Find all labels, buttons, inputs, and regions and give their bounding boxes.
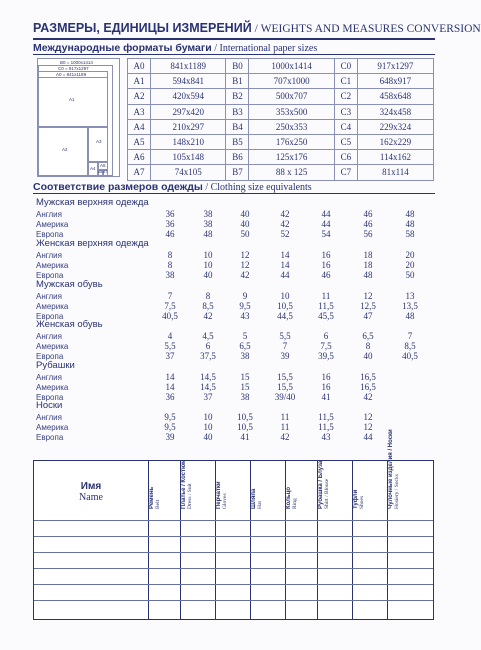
paper-format-size: 74x105 (151, 165, 226, 180)
size-value: 12 (363, 412, 373, 422)
paper-format-code: B6 (226, 150, 249, 165)
paper-format-code: A1 (128, 74, 151, 89)
paper-format-code: B7 (226, 165, 249, 180)
clothing-category-title: Мужская верхняя одежда (36, 197, 149, 208)
size-value: 40 (203, 432, 213, 442)
size-value: 40 (240, 219, 250, 229)
size-value: 4 (167, 331, 173, 341)
paper-format-diagram (37, 58, 120, 177)
size-value: 36 (165, 209, 175, 219)
form-row-line (34, 584, 433, 585)
size-value: 45,5 (318, 311, 334, 321)
diagram-label-a1: A1 (69, 97, 75, 102)
size-value: 40 (203, 270, 213, 280)
paper-format-code: C5 (334, 134, 357, 149)
paper-format-size: 210x297 (151, 119, 226, 134)
size-value: 16,5 (360, 382, 376, 392)
size-value: 42 (280, 219, 290, 229)
size-value: 7,5 (164, 301, 176, 311)
form-column-header: Ремень Belt (149, 486, 161, 509)
size-value: 11,5 (318, 422, 334, 432)
size-value: 8 (205, 291, 211, 301)
size-value: 8,5 (404, 341, 416, 351)
form-column-header: Туфли Shoes (353, 489, 365, 509)
size-value: 8 (167, 250, 173, 260)
size-value: 48 (405, 311, 415, 321)
form-column-divider (148, 461, 149, 619)
size-value: 46 (321, 270, 331, 280)
paper-format-size: 81x114 (357, 165, 433, 180)
country-label: Америка (36, 383, 69, 392)
size-value: 41 (321, 392, 331, 402)
country-label: Англия (36, 292, 62, 301)
country-label: Англия (36, 413, 62, 422)
size-value: 9,5 (164, 412, 176, 422)
paper-format-size: 707x1000 (249, 74, 334, 89)
size-value: 48 (405, 209, 415, 219)
size-value: 38 (203, 219, 213, 229)
country-label: Англия (36, 210, 62, 219)
size-value: 37 (165, 351, 175, 361)
paper-format-size: 458x648 (357, 89, 433, 104)
size-value: 20 (405, 250, 415, 260)
paper-format-size: 250x353 (249, 119, 334, 134)
paper-format-code: B2 (226, 89, 249, 104)
size-value: 15 (240, 372, 250, 382)
paper-format-code: A0 (128, 59, 151, 74)
size-value: 15 (240, 382, 250, 392)
paper-row (128, 134, 434, 149)
paper-format-code: C7 (334, 165, 357, 180)
size-value: 43 (321, 432, 331, 442)
paper-format-size: 148x210 (151, 134, 226, 149)
paper-format-code: A4 (128, 119, 151, 134)
size-value: 52 (280, 229, 290, 239)
size-value: 7,5 (320, 341, 332, 351)
size-value: 10,5 (277, 301, 293, 311)
size-value: 10 (203, 412, 213, 422)
size-value: 10 (203, 260, 213, 270)
clothing-category-title: Женская обувь (36, 319, 103, 330)
size-value: 9,5 (239, 301, 251, 311)
size-value: 12 (363, 291, 373, 301)
paper-format-size: 420x594 (151, 89, 226, 104)
size-value: 11 (280, 422, 290, 432)
country-label: Англия (36, 332, 62, 341)
size-value: 12 (363, 422, 373, 432)
paper-format-size: 229x324 (357, 119, 433, 134)
form-column-header: Шляпа Hat (251, 488, 263, 509)
size-value: 20 (405, 260, 415, 270)
paper-format-size: 324x458 (357, 104, 433, 119)
size-value: 15,5 (277, 382, 293, 392)
size-value: 40 (240, 209, 250, 219)
paper-format-size: 114x162 (357, 150, 433, 165)
diagram-label-a5: A5 (100, 163, 106, 168)
size-value: 9 (242, 291, 248, 301)
size-value: 8 (167, 260, 173, 270)
paper-format-code: C3 (334, 104, 357, 119)
size-value: 8 (365, 341, 371, 351)
size-value: 47 (363, 311, 373, 321)
size-value: 39/40 (274, 392, 296, 402)
size-value: 10 (203, 250, 213, 260)
size-value: 16 (321, 250, 331, 260)
size-value: 44 (321, 209, 331, 219)
size-value: 39 (165, 432, 175, 442)
size-value: 14 (280, 250, 290, 260)
paper-format-code: A7 (128, 165, 151, 180)
paper-format-size: 353x500 (249, 104, 334, 119)
size-value: 42 (363, 392, 373, 402)
paper-format-size: 297x420 (151, 104, 226, 119)
country-label: Америка (36, 342, 69, 351)
size-value: 37 (203, 392, 213, 402)
size-value: 44 (363, 432, 373, 442)
paper-format-code: A5 (128, 134, 151, 149)
paper-format-size: 176x250 (249, 134, 334, 149)
size-value: 13 (405, 291, 415, 301)
size-value: 18 (363, 250, 373, 260)
diagram-label-a6: A6 (98, 170, 103, 174)
size-value: 16 (321, 382, 331, 392)
paper-format-code: C0 (334, 59, 357, 74)
size-value: 10,5 (237, 412, 253, 422)
size-value: 46 (363, 209, 373, 219)
size-value: 6,5 (362, 331, 374, 341)
country-label: Англия (36, 373, 62, 382)
size-value: 7 (407, 331, 413, 341)
size-value: 11,5 (318, 412, 334, 422)
size-value: 6 (323, 331, 329, 341)
size-value: 7 (167, 291, 173, 301)
size-value: 48 (405, 219, 415, 229)
paper-format-size: 648x917 (357, 74, 433, 89)
size-value: 48 (203, 229, 213, 239)
paper-format-size: 105x148 (151, 150, 226, 165)
size-value: 15,5 (277, 372, 293, 382)
paper-format-size: 1000x1414 (249, 59, 334, 74)
size-value: 7 (282, 341, 288, 351)
size-value: 13,5 (402, 301, 418, 311)
clothing-category-title: Мужская обувь (36, 279, 103, 290)
size-value: 44 (280, 270, 290, 280)
paper-format-code: A6 (128, 150, 151, 165)
paper-format-code: A2 (128, 89, 151, 104)
country-label: Европа (36, 271, 64, 280)
paper-format-size: 500x707 (249, 89, 334, 104)
size-value: 50 (240, 229, 250, 239)
diagram-label-a0: A0 = 841x1189 (56, 72, 87, 77)
paper-format-code: B5 (226, 134, 249, 149)
size-value: 16 (321, 260, 331, 270)
size-value: 14 (280, 260, 290, 270)
paper-format-code: B1 (226, 74, 249, 89)
size-value: 6 (205, 341, 211, 351)
size-value: 9,5 (164, 422, 176, 432)
clothing-category-title: Рубашки (36, 360, 75, 371)
size-value: 12,5 (360, 301, 376, 311)
diagram-label-a2: A2 (62, 147, 68, 152)
size-value: 38 (165, 270, 175, 280)
size-value: 14,5 (200, 372, 216, 382)
paper-row (128, 150, 434, 165)
diagram-label-c0: C0 = 917x1297 (58, 66, 89, 71)
size-value: 10,5 (237, 422, 253, 432)
size-value: 39,5 (318, 351, 334, 361)
form-row-line (34, 600, 433, 601)
size-value: 54 (321, 229, 331, 239)
paper-format-size: 917x1297 (357, 59, 433, 74)
size-value: 40 (363, 351, 373, 361)
paper-row (128, 89, 434, 104)
size-value: 12 (240, 250, 250, 260)
size-value: 5,5 (164, 341, 176, 351)
paper-format-code: B0 (226, 59, 249, 74)
paper-row (128, 165, 434, 180)
diagram-label-b0: B0 = 1000x1414 (60, 60, 93, 65)
size-value: 56 (363, 229, 373, 239)
form-row-line (34, 552, 433, 553)
size-value: 44,5 (277, 311, 293, 321)
country-label: Америка (36, 302, 69, 311)
size-value: 16,5 (360, 372, 376, 382)
country-label: Европа (36, 352, 64, 361)
name-column-header: Имя Name (79, 481, 103, 503)
size-value: 58 (405, 229, 415, 239)
size-value: 14 (165, 382, 175, 392)
clothing-category-title: Носки (36, 400, 63, 411)
country-label: Европа (36, 230, 64, 239)
size-value: 41 (240, 432, 250, 442)
paper-format-size: 88 x 125 (249, 165, 334, 180)
form-column-header: Перчатки Gloves (216, 481, 228, 509)
size-value: 5 (242, 331, 248, 341)
country-label: Европа (36, 433, 64, 442)
size-value: 38 (203, 209, 213, 219)
size-value: 46 (363, 219, 373, 229)
paper-format-code: A3 (128, 104, 151, 119)
country-label: Америка (36, 220, 69, 229)
size-value: 5,5 (279, 331, 291, 341)
paper-format-size: 841x1189 (151, 59, 226, 74)
size-value: 40,5 (162, 311, 178, 321)
size-value: 50 (405, 270, 415, 280)
form-row-line (34, 536, 433, 537)
page-title: РАЗМЕРЫ, ЕДИНИЦЫ ИЗМЕРЕНИЙ / WEIGHTS AND MEASURES CONVERSION (33, 21, 435, 40)
diagram-label-a7: A7 (103, 170, 108, 174)
country-label: Европа (36, 393, 64, 402)
size-value: 4,5 (202, 331, 214, 341)
country-label: Англия (36, 251, 62, 260)
paper-row (128, 119, 434, 134)
paper-format-code: C1 (334, 74, 357, 89)
paper-sizes-table (127, 58, 434, 181)
size-value: 39 (280, 351, 290, 361)
paper-format-code: B4 (226, 119, 249, 134)
form-column-header: Платье / Костюм Dress / Suit (181, 459, 193, 509)
form-column-header: Кольцо Ring (286, 486, 298, 509)
size-value: 37,5 (200, 351, 216, 361)
size-value: 11 (321, 291, 331, 301)
paper-row (128, 74, 434, 89)
size-value: 42 (203, 311, 213, 321)
paper-format-code: B3 (226, 104, 249, 119)
form-column-header: Чулочные изделия / Носки Hosiery / Socks (388, 429, 400, 509)
form-column-header: Рубашка / Блуза Shirt / Blouse (318, 460, 330, 509)
size-value: 11 (280, 412, 290, 422)
size-value: 8,5 (202, 301, 214, 311)
paper-format-code: C4 (334, 119, 357, 134)
size-value: 40,5 (402, 351, 418, 361)
size-value: 43 (240, 311, 250, 321)
size-value: 10 (203, 422, 213, 432)
size-value: 36 (165, 219, 175, 229)
size-value: 11,5 (318, 301, 334, 311)
size-value: 44 (321, 219, 331, 229)
size-value: 42 (240, 270, 250, 280)
size-value: 18 (363, 260, 373, 270)
paper-format-size: 162x229 (357, 134, 433, 149)
paper-format-size: 125x176 (249, 150, 334, 165)
form-column-divider (285, 461, 286, 619)
size-value: 14 (165, 372, 175, 382)
size-value: 10 (280, 291, 290, 301)
form-column-divider (352, 461, 353, 619)
size-value: 48 (363, 270, 373, 280)
country-label: Америка (36, 423, 69, 432)
size-value: 42 (280, 209, 290, 219)
country-label: Америка (36, 261, 69, 270)
paper-format-size: 594x841 (151, 74, 226, 89)
size-value: 38 (240, 351, 250, 361)
size-value: 6,5 (239, 341, 251, 351)
country-label: Европа (36, 312, 64, 321)
form-row-line (34, 568, 433, 569)
paper-format-code: C6 (334, 150, 357, 165)
size-value: 14,5 (200, 382, 216, 392)
paper-row (128, 59, 434, 74)
size-value: 42 (280, 432, 290, 442)
form-row-line (34, 520, 433, 521)
size-value: 12 (240, 260, 250, 270)
size-value: 16 (321, 372, 331, 382)
paper-format-code: C2 (334, 89, 357, 104)
clothing-category-title: Женская верхняя одежда (36, 238, 149, 249)
diagram-label-a3: A3 (96, 139, 102, 144)
paper-sizes-heading: Международные форматы бумаги / International paper sizes (33, 42, 435, 55)
form-column-divider (250, 461, 251, 619)
clothing-sizes-heading: Соответствие размеров одежды / Clothing size equivalents (33, 181, 435, 194)
diagram-label-a4: A4 (90, 166, 96, 171)
size-value: 46 (165, 229, 175, 239)
size-value: 36 (165, 392, 175, 402)
size-value: 38 (240, 392, 250, 402)
paper-row (128, 104, 434, 119)
